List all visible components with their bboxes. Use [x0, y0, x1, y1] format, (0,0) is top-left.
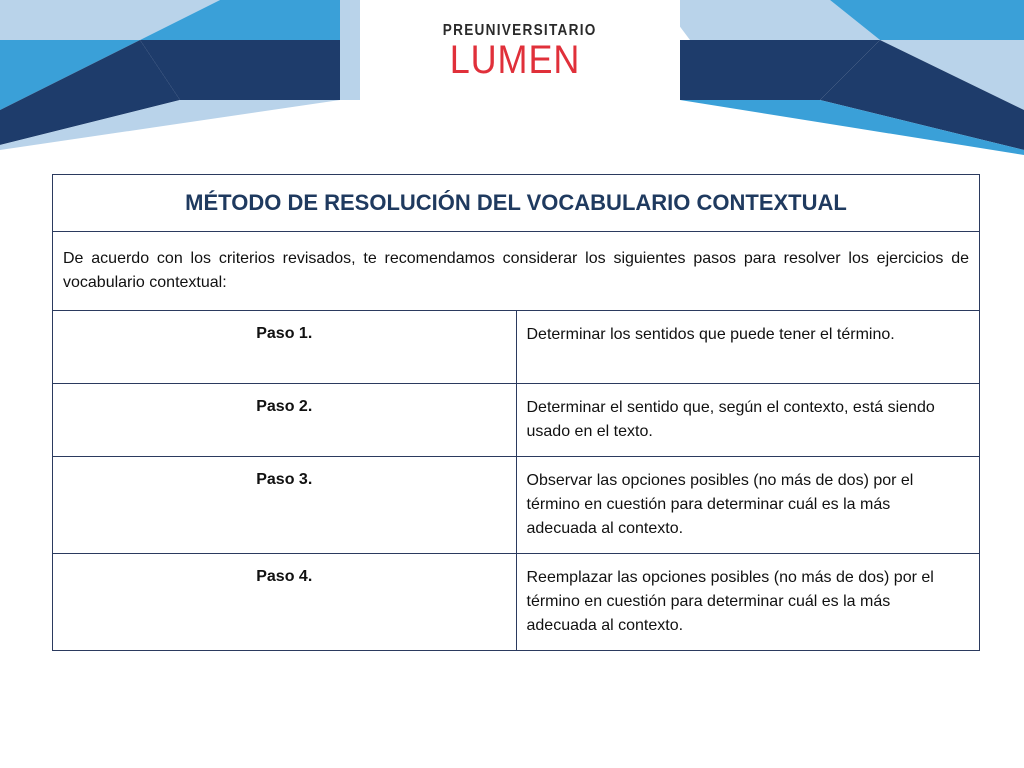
method-table	[52, 174, 980, 651]
table-title: MÉTODO DE RESOLUCIÓN DEL VOCABULARIO CONTEXTUAL	[53, 175, 980, 232]
step-text: Determinar los sentidos que puede tener el término.	[516, 311, 980, 384]
table-intro: De acuerdo con los criterios revisados, te recomendamos considerar los siguientes pasos para resolver los ejercicios de vocabulario contextual:	[53, 232, 980, 311]
logo-top-text: PREUNIVERSITARIO	[442, 22, 597, 39]
step-label: Paso 3.	[53, 457, 517, 554]
step-label: Paso 4.	[53, 554, 517, 651]
step-text: Observar las opciones posibles (no más de dos) por el término en cuestión para determinar cuál es la más adecuada al contexto.	[516, 457, 980, 554]
banner-shape	[340, 0, 360, 100]
step-label: Paso 1.	[53, 311, 517, 384]
step-text: Reemplazar las opciones posibles (no más de dos) por el término en cuestión para determinar cuál es la más adecuada al contexto.	[516, 554, 980, 651]
table-row	[53, 311, 980, 384]
step-label: Paso 2.	[53, 384, 517, 457]
table-row	[53, 457, 980, 554]
logo-main-text: LUMEN	[449, 38, 581, 82]
lumen-logo	[430, 22, 600, 80]
table-row	[53, 384, 980, 457]
step-text: Determinar el sentido que, según el contexto, está siendo usado en el texto.	[516, 384, 980, 457]
table-row	[53, 554, 980, 651]
